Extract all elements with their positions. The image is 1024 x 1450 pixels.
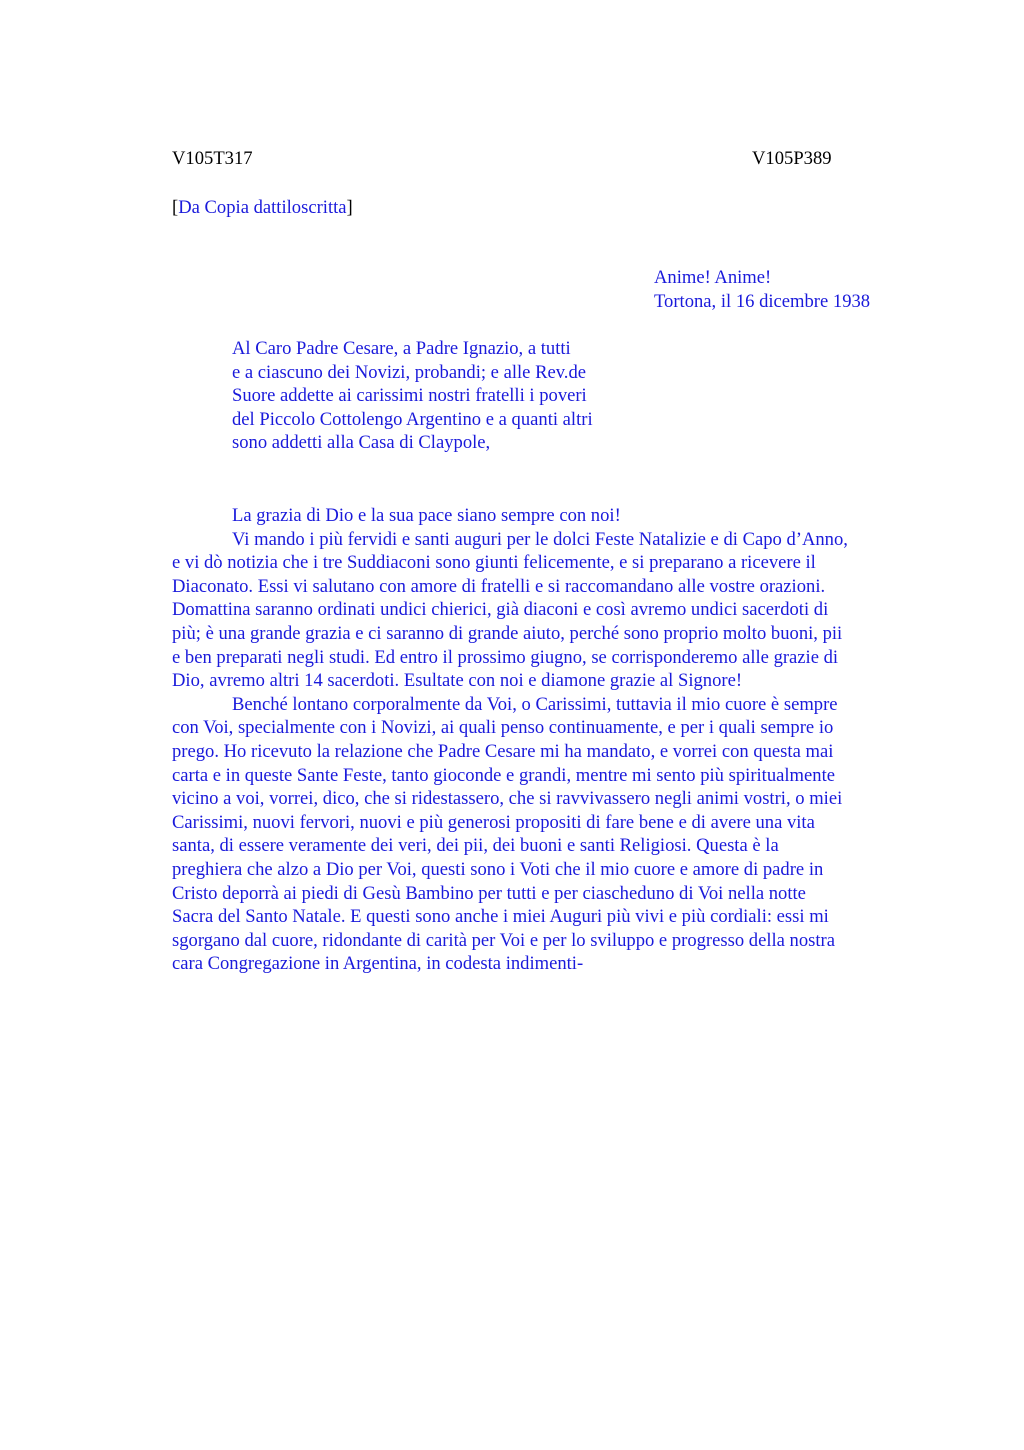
body-line: con Voi, specialmente con i Novizi, ai quali penso continuamente, e per i quali sempre io (172, 717, 834, 739)
addressee-line: e a ciascuno dei Novizi, probandi; e alle Rev.de (232, 361, 587, 383)
addressee-line: Suore addette ai carissimi nostri fratelli i poveri (232, 385, 587, 407)
letter-heading (654, 266, 870, 313)
letter-motto: Anime! Anime! (654, 267, 772, 288)
body-line: santa, di essere veramente dei veri, dei pii, dei buoni e santi Religiosi. Questa è la (172, 835, 779, 857)
document-code-left: V105T317 (172, 148, 253, 169)
body-line: Benché lontano corporalmente da Voi, o Carissimi, tuttavia il mio cuore è sempre (232, 693, 838, 715)
body-line: sgorgano dal cuore, ridondante di carità per Voi e per lo sviluppo e progresso della nostra (172, 929, 836, 951)
letter-body (172, 504, 922, 976)
body-line: carta e in queste Sante Feste, tanto gioconde e grandi, mentre mi sento più spiritualmente (172, 764, 835, 786)
source-note (172, 196, 353, 220)
body-line: Dio, avremo altri 14 sacerdoti. Esultate con noi e diamone grazie al Signore! (172, 670, 743, 692)
body-line: Domattina saranno ordinati undici chierici, già diaconi e così avremo undici sacerdoti di (172, 599, 829, 621)
source-note-text: Da Copia dattiloscritta (178, 197, 347, 218)
body-line: e ben preparati negli studi. Ed entro il prossimo giugno, se corrisponderemo alle grazie di (172, 646, 839, 668)
body-line: Vi mando i più fervidi e santi auguri per le dolci Feste Natalizie e di Capo d’Anno, (232, 528, 848, 550)
body-line: vicino a voi, vorrei, dico, che si ridestassero, che si ravvivassero negli animi vostri, o miei (172, 788, 843, 810)
addressee-block (232, 337, 652, 455)
body-line: preghiera che alzo a Dio per Voi, questi sono i Voti che il mio cuore e amore di padre in (172, 858, 824, 880)
addressee-line: Al Caro Padre Cesare, a Padre Ignazio, a tutti (232, 338, 571, 359)
body-line: Carissimi, nuovi fervori, nuovi e più generosi propositi di fare bene e di avere una vita (172, 811, 815, 833)
source-note-close-bracket: ] (346, 197, 353, 218)
body-line: Cristo deporrà ai piedi di Gesù Bambino per tutti e per ciascheduno di Voi nella notte (172, 882, 806, 904)
letter-place-date: Tortona, il 16 dicembre 1938 (654, 290, 871, 312)
document-code-right: V105P389 (752, 148, 832, 169)
body-line: e vi dò notizia che i tre Suddiaconi sono giunti felicemente, e si preparano a ricevere il (172, 552, 816, 574)
body-line: La grazia di Dio e la sua pace siano sempre con noi! (232, 505, 621, 526)
body-line: più; è una grande grazia e ci saranno di grande aiuto, perché sono proprio molto buoni, pii (172, 622, 843, 644)
addressee-line: sono addetti alla Casa di Claypole, (232, 432, 491, 454)
body-line: prego. Ho ricevuto la relazione che Padre Cesare mi ha mandato, e vorrei con questa mai (172, 740, 834, 762)
body-line: cara Congregazione in Argentina, in codesta indimenti- (172, 953, 584, 975)
body-line: Sacra del Santo Natale. E questi sono anche i miei Auguri più vivi e più cordiali: essi mi (172, 906, 829, 928)
addressee-line: del Piccolo Cottolengo Argentino e a quanti altri (232, 408, 593, 430)
body-line: Diaconato. Essi vi salutano con amore di fratelli e si raccomandano alle vostre orazioni. (172, 575, 826, 597)
source-note-open-bracket: [ (172, 197, 179, 218)
